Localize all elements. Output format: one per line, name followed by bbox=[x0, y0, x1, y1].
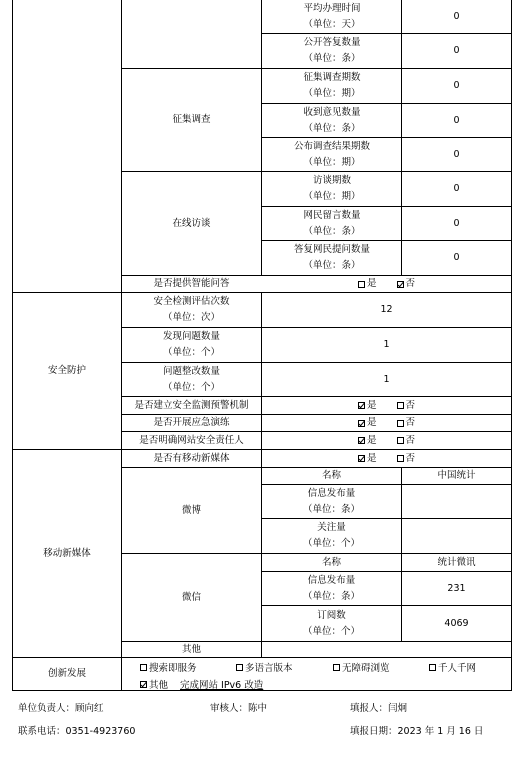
innovation-other-value: 完成网站 IPv6 改造 bbox=[180, 680, 264, 691]
has-media-yes[interactable]: 是 bbox=[358, 451, 377, 467]
checkbox-icon bbox=[397, 437, 404, 444]
reviewer: 审核人：陈中 bbox=[210, 703, 268, 714]
innovation-other-row bbox=[140, 677, 512, 691]
checked-box-icon bbox=[358, 420, 365, 427]
innovation-option-personalized[interactable]: 千人千网 bbox=[429, 660, 476, 674]
innovation-option-accessibility[interactable]: 无障碍浏览 bbox=[333, 660, 390, 674]
innovation-options bbox=[140, 660, 512, 674]
checked-box-icon bbox=[397, 281, 404, 288]
phone: 联系电话：0351-4923760 bbox=[18, 726, 136, 737]
weibo-name-value: 中国统计 bbox=[437, 470, 476, 481]
checkbox-icon bbox=[429, 664, 436, 671]
interview-section-label: 在线访谈 bbox=[172, 217, 211, 229]
monitor-no[interactable]: 否 bbox=[397, 398, 416, 414]
wechat-subs-label: 订阅数 （单位：个） bbox=[302, 609, 360, 637]
security-eval-value: 12 bbox=[380, 304, 393, 315]
responsible-label: 是否明确网站安全责任人 bbox=[139, 434, 244, 446]
checkbox-icon bbox=[397, 420, 404, 427]
interview-periods-label: 访谈期数 （单位：期） bbox=[303, 175, 361, 202]
wechat-name-header: 名称 bbox=[321, 556, 341, 568]
checkbox-icon bbox=[236, 664, 243, 671]
innovation-option-multilang[interactable]: 多语言版本 bbox=[236, 660, 293, 674]
wechat-posts-value: 231 bbox=[447, 582, 466, 594]
interview-messages-label: 网民留言数量 （单位：条） bbox=[303, 209, 361, 237]
drill-options bbox=[262, 415, 511, 431]
checkbox-icon bbox=[358, 281, 365, 288]
report-date: 填报日期：2023 年 1 月 16 日 bbox=[350, 726, 484, 737]
security-found-value: 1 bbox=[383, 339, 390, 350]
drill-label: 是否开展应急演练 bbox=[153, 417, 230, 428]
weibo-posts-value bbox=[402, 485, 511, 518]
interview-answers-label: 答复网民提问数量 （单位：条） bbox=[293, 244, 370, 271]
interview-messages-value: 0 bbox=[453, 217, 460, 229]
avg-time-value: 0 bbox=[453, 10, 460, 22]
checked-box-icon bbox=[358, 455, 365, 462]
media-section-label: 移动新媒体 bbox=[43, 547, 91, 559]
media-other-label: 其他 bbox=[181, 643, 201, 655]
innovation-option-search[interactable]: 搜索即服务 bbox=[140, 660, 197, 674]
monitor-yes[interactable]: 是 bbox=[358, 398, 377, 414]
wechat-label: 微信 bbox=[181, 591, 201, 603]
weibo-follows-label: 关注量 （单位：个） bbox=[302, 522, 360, 549]
smart-qa-label: 是否提供智能问答 bbox=[153, 278, 230, 289]
checkbox-icon bbox=[397, 402, 404, 409]
survey-periods-label: 征集调查期数 （单位：期） bbox=[303, 72, 361, 99]
survey-section-label: 征集调查 bbox=[172, 114, 211, 125]
interview-periods-value: 0 bbox=[453, 183, 460, 194]
survey-opinions-label: 收到意见数量 （单位：条） bbox=[303, 106, 361, 134]
has-media-label: 是否有移动新媒体 bbox=[153, 452, 230, 464]
has-media-no[interactable]: 否 bbox=[397, 451, 416, 467]
checkbox-icon bbox=[397, 455, 404, 462]
public-reply-label: 公开答复数量 （单位：条） bbox=[303, 37, 361, 64]
weibo-follows-value bbox=[402, 519, 511, 553]
security-section-label: 安全防护 bbox=[47, 365, 86, 376]
innovation-option-other[interactable]: 其他 bbox=[140, 677, 168, 691]
checked-box-icon bbox=[140, 681, 147, 688]
survey-results-value: 0 bbox=[453, 148, 460, 160]
avg-time-label: 平均办理时间 （单位：天） bbox=[303, 2, 361, 30]
checked-box-icon bbox=[358, 402, 365, 409]
drill-yes[interactable]: 是 bbox=[358, 415, 377, 431]
weibo-name-header: 名称 bbox=[321, 470, 341, 481]
security-fixed-label: 问题整改数量 （单位：个） bbox=[162, 365, 220, 393]
security-fixed-value: 1 bbox=[383, 373, 390, 385]
leader: 单位负责人：顾向红 bbox=[18, 703, 104, 714]
survey-results-label: 公布调查结果期数 （单位：期） bbox=[293, 140, 370, 168]
wechat-subs-value: 4069 bbox=[444, 617, 469, 629]
public-reply-value: 0 bbox=[453, 45, 460, 56]
security-found-label: 发现问题数量 （单位：个） bbox=[162, 331, 220, 358]
monitor-options bbox=[262, 397, 511, 414]
smart-qa-no[interactable]: 否 bbox=[397, 276, 416, 292]
responsible-yes[interactable]: 是 bbox=[358, 433, 377, 449]
innovation-section-label: 创新发展 bbox=[47, 668, 86, 679]
security-eval-label: 安全检测评估次数 （单位：次） bbox=[153, 296, 230, 323]
checkbox-icon bbox=[140, 664, 147, 671]
monitor-label: 是否建立安全监测预警机制 bbox=[134, 399, 249, 411]
responsible-options bbox=[262, 432, 511, 449]
has-media-options bbox=[262, 450, 511, 467]
wechat-posts-label: 信息发布量 （单位：条） bbox=[302, 574, 360, 602]
responsible-no[interactable]: 否 bbox=[397, 433, 416, 449]
wechat-name-value: 统计微讯 bbox=[437, 556, 476, 568]
weibo-posts-label: 信息发布量 （单位：条） bbox=[302, 487, 360, 515]
checked-box-icon bbox=[358, 437, 365, 444]
interview-answers-value: 0 bbox=[453, 252, 460, 263]
filler: 填报人：闫炯 bbox=[350, 703, 408, 714]
weibo-label: 微博 bbox=[181, 504, 201, 516]
smart-qa-yes[interactable]: 是 bbox=[358, 276, 377, 292]
drill-no[interactable]: 否 bbox=[397, 415, 416, 431]
survey-opinions-value: 0 bbox=[453, 114, 460, 126]
smart-qa-options bbox=[262, 276, 511, 292]
survey-periods-value: 0 bbox=[453, 80, 460, 91]
checkbox-icon bbox=[333, 664, 340, 671]
